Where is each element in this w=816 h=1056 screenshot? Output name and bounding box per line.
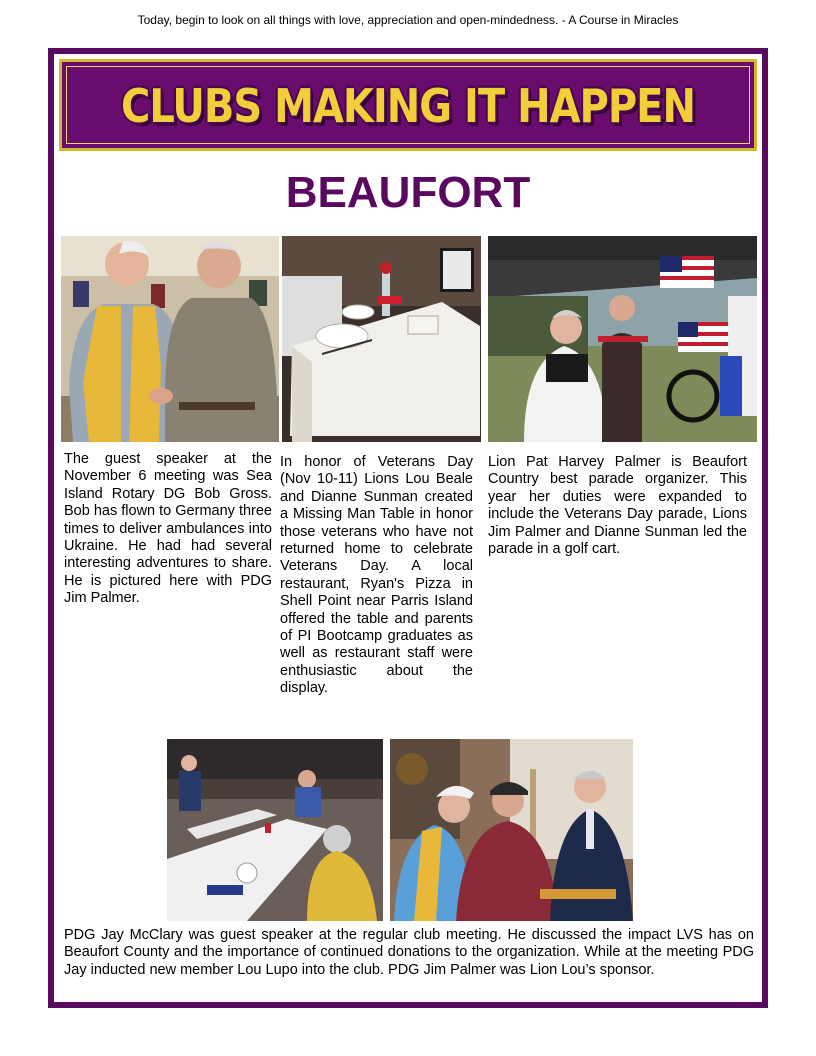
newsletter-frame [48,48,768,1008]
caption-missing-man-table: In honor of Veterans Day (Nov 10-11) Lions Lou Beale and Dianne Sunman created a Missing Man Table in honor those veterans who have not returned home to celebrate Veterans Day. A local restaurant, Ryan's Pizza in Shell Point near Parris Island offered the table and parents of PI Bootcamp graduates as well as restaurant staff were enthusiastic about the display. [280,454,473,697]
caption-guest-speaker: The guest speaker at the November 6 meeting was Sea Island Rotary DG Bob Gross. Bob has flown to Germany three times to deliver ambulances into Ukraine. He had had several interesting adventures to share. He is pictured here with PDG Jim Palmer. [64,451,272,607]
photo-parade-golf-cart [488,236,757,442]
photo-new-member-induction [390,739,633,921]
section-title: BEAUFORT [285,168,531,217]
header-quote: Today, begin to look on all things with love, appreciation and open-mindedness. - A Course in Miracles [137,13,679,27]
banner [59,59,757,151]
photo-guest-speaker [61,236,279,442]
banner-title: CLUBS MAKING IT HAPPEN [121,80,695,134]
caption-parade: Lion Pat Harvey Palmer is Beaufort Country best parade organizer. This year her duties were expanded to include the Veterans Day parade, Lions Jim Palmer and Dianne Sunman led the parade in a golf cart. [488,454,747,558]
photo-missing-man-table [282,236,481,442]
photo-club-meeting [167,739,383,921]
caption-lvs-meeting: PDG Jay McClary was guest speaker at the regular club meeting. He discussed the impact LVS has on Beaufort County and the importance of continued donations to the organization. While at the meeting PDG Jay inducted new member Lou Lupo into the club. PDG Jim Palmer was Lion Lou’s sponsor. [64,927,754,978]
